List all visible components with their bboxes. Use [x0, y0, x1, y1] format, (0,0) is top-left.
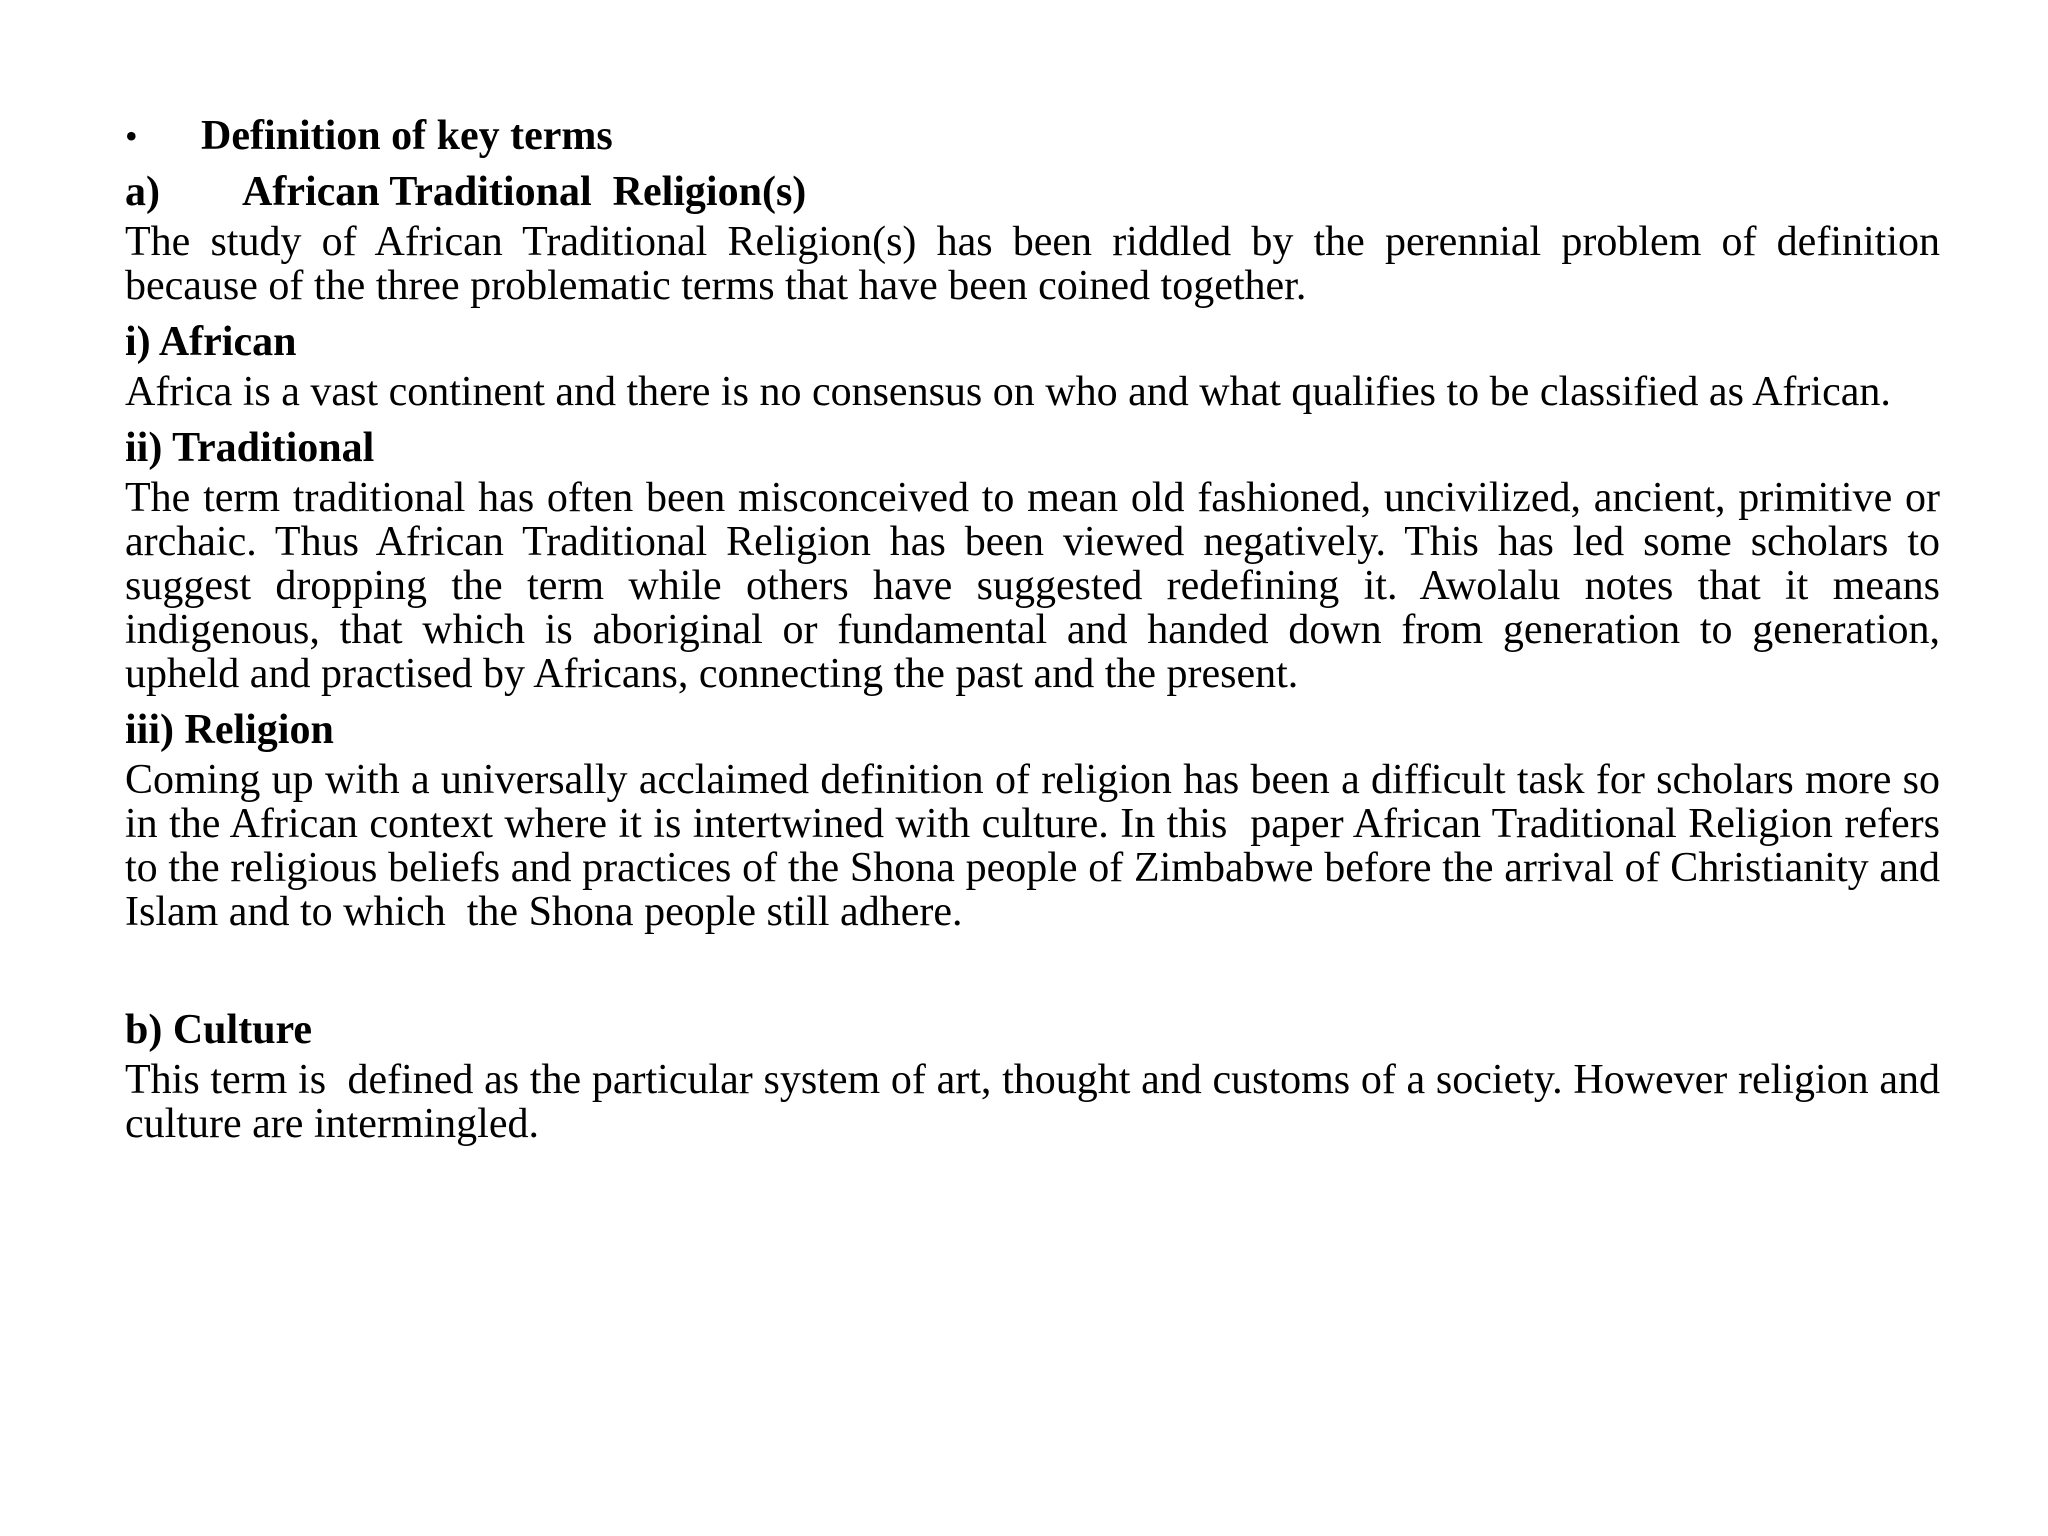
section-spacer [125, 940, 1940, 1002]
term-text-traditional: The term traditional has often been misconceived to mean old fashioned, uncivilized, ancient, primitive or archaic. Thus African Traditional Religion has been viewed negatively. This has led some scholars to suggest dropping the term while others have suggested redefining it. Awolalu notes that it means indigenous, that which is aboriginal or fundamental and handed down from generation to generation, upheld and practised by Africans, connecting the past and the present. [125, 475, 1940, 697]
term-heading-african: i) African [125, 319, 297, 365]
section-a-intro: The study of African Traditional Religion(s) has been riddled by the perennial problem of definition because of the three problematic terms that have been coined together. [125, 219, 1940, 309]
section-b-heading: b) Culture [125, 1007, 313, 1053]
section-a-letter: a) [125, 169, 160, 215]
term-heading-traditional: ii) Traditional [125, 425, 375, 471]
bullet-icon: • [125, 116, 138, 156]
slide-content [125, 108, 1951, 1152]
section-a-heading [125, 164, 1940, 220]
term-heading-religion: iii) Religion [125, 707, 334, 753]
section-b-text: This term is defined as the particular system of art, thought and customs of a society. However religion and culture are intermingled. [125, 1057, 1951, 1147]
term-text-religion: Coming up with a universally acclaimed definition of religion has been a difficult task for scholars more so in the African context where it is intertwined with culture. In this paper African Traditional Religion refers to the religious beliefs and practices of the Shona people of Zimbabwe before the arrival of Christianity and Islam and to which the Shona people still adhere. [125, 757, 1951, 935]
page-title: Definition of key terms [201, 113, 613, 159]
term-text-african: Africa is a vast continent and there is no consensus on who and what qualifies to be classified as African. [125, 369, 1891, 415]
title-line [125, 108, 1940, 164]
section-a-title: African Traditional Religion(s) [242, 169, 807, 215]
